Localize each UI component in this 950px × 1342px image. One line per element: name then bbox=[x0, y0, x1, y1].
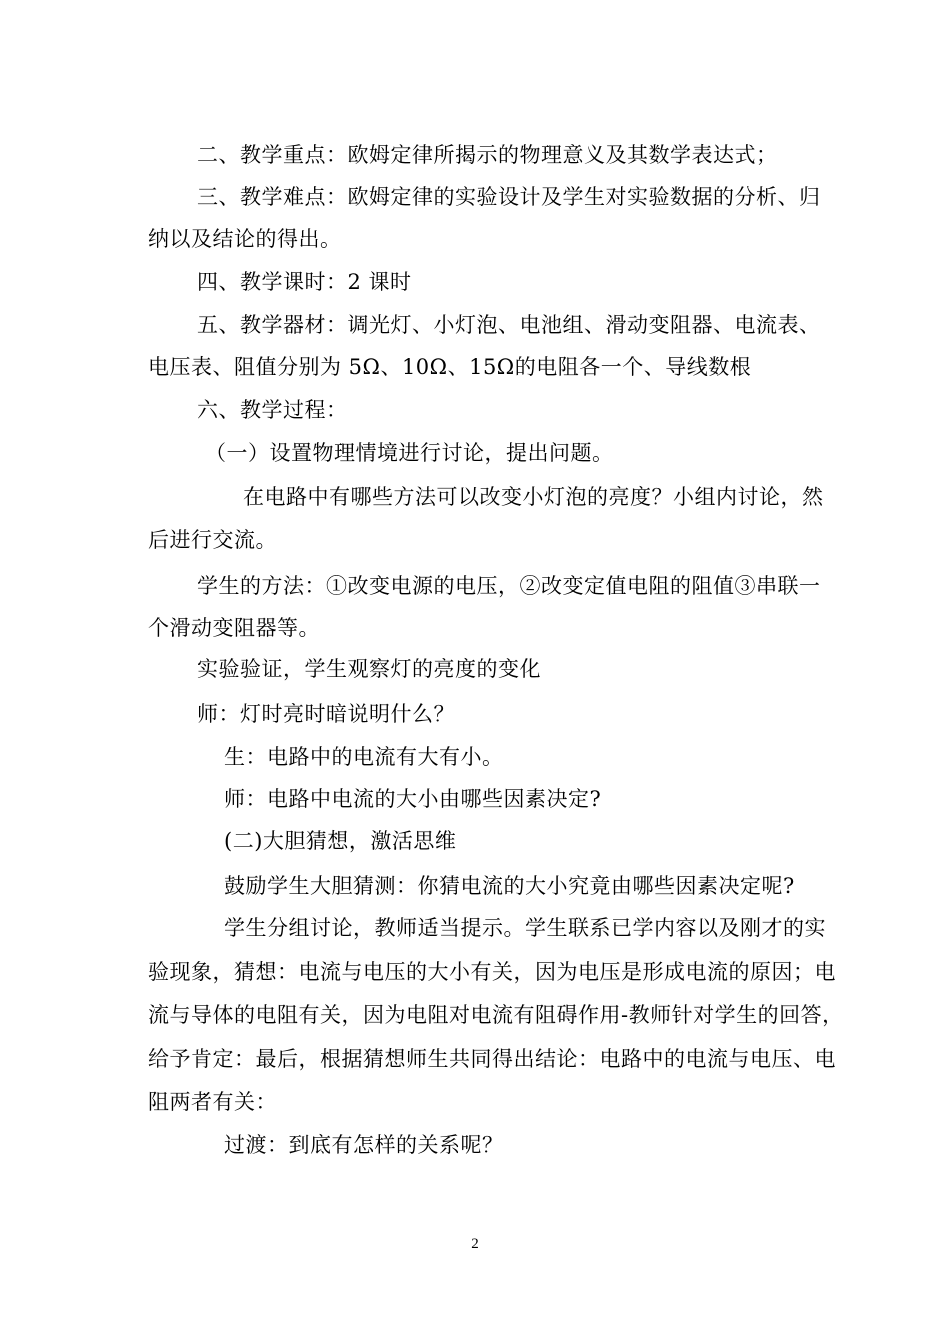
text-line: 纳以及结论的得出。 bbox=[148, 227, 342, 251]
text-line: 流与导体的电阻有关，因为电阻对电流有阻碍作用-教师针对学生的回答， bbox=[148, 1003, 844, 1027]
text-line: 阻两者有关： bbox=[148, 1090, 277, 1114]
text-line: 后进行交流。 bbox=[148, 528, 277, 552]
text-line: 学生分组讨论，教师适当提示。学生联系已学内容以及刚才的实 bbox=[224, 916, 826, 940]
text-line: 验现象，猜想：电流与电压的大小有关，因为电压是形成电流的原因；电 bbox=[148, 960, 836, 984]
text-line: 实验验证，学生观察灯的亮度的变化 bbox=[197, 657, 541, 681]
text-line: 给予肯定：最后，根据猜想师生共同得出结论：电路中的电流与电压、电 bbox=[148, 1047, 836, 1071]
text-line: 鼓励学生大胆猜测：你猜电流的大小究竟由哪些因素决定呢? bbox=[224, 874, 795, 898]
text-line: 生：电路中的电流有大有小。 bbox=[224, 745, 504, 769]
text-line: 过渡：到底有怎样的关系呢？ bbox=[224, 1133, 504, 1157]
text-line: 四、教学课时：2 课时 bbox=[197, 270, 412, 294]
page-number: 2 bbox=[471, 1236, 479, 1252]
text-line: 六、教学过程： bbox=[197, 398, 348, 422]
text-line: 在电路中有哪些方法可以改变小灯泡的亮度？小组内讨论，然 bbox=[243, 485, 824, 509]
text-line: 师：灯时亮时暗说明什么？ bbox=[197, 702, 455, 726]
text-line: （一）设置物理情境进行讨论，提出问题。 bbox=[205, 441, 614, 465]
text-line: 五、教学器材：调光灯、小灯泡、电池组、滑动变阻器、电流表、 bbox=[197, 313, 821, 337]
text-line: 电压表、阻值分别为 5Ω、10Ω、15Ω的电阻各一个、导线数根 bbox=[148, 355, 752, 379]
text-line: 二、教学重点：欧姆定律所揭示的物理意义及其数学表达式； bbox=[197, 143, 778, 167]
text-line: 三、教学难点：欧姆定律的实验设计及学生对实验数据的分析、归 bbox=[197, 185, 821, 209]
text-line: 个滑动变阻器等。 bbox=[148, 616, 320, 640]
text-line: 学生的方法：①改变电源的电压，②改变定值电阻的阻值③串联一 bbox=[197, 574, 821, 598]
text-line: (二)大胆猜想，激活思维 bbox=[224, 829, 457, 853]
text-line: 师：电路中电流的大小由哪些因素决定? bbox=[224, 787, 602, 811]
